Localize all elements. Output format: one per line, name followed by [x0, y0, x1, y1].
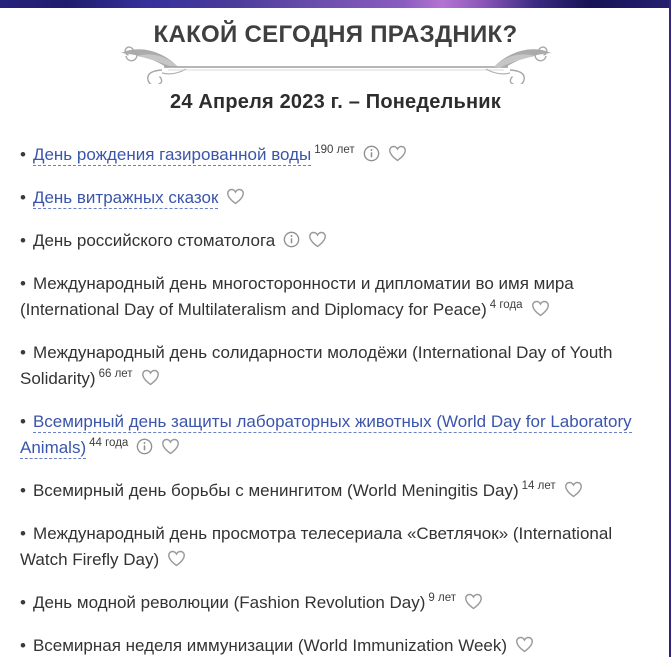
holiday-link[interactable]: Всемирный день защиты лабораторных животных (World Day for Laboratory Animals) [20, 412, 632, 457]
holiday-age: 14 лет [521, 480, 556, 493]
bullet-marker: • [20, 636, 26, 655]
info-icon[interactable] [136, 438, 153, 455]
holiday-age: 44 года [89, 437, 129, 450]
favorite-heart-icon[interactable] [141, 369, 160, 386]
bullet-marker: • [20, 593, 26, 612]
favorite-heart-icon[interactable] [308, 231, 327, 248]
holiday-item [20, 271, 645, 323]
holiday-link[interactable]: День рождения газированной воды [32, 145, 312, 164]
bullet-marker: • [20, 145, 26, 164]
holiday-item [20, 590, 645, 616]
favorite-heart-icon[interactable] [531, 300, 550, 317]
bullet-marker: • [20, 274, 26, 293]
bullet-marker: • [20, 524, 26, 543]
favorite-heart-icon[interactable] [167, 550, 186, 567]
bullet-marker: • [20, 412, 26, 431]
holiday-text: Международный день просмотра телесериала «Светлячок» (International Watch Firefly Day) [20, 524, 613, 569]
bullet-marker: • [20, 481, 26, 500]
ornament-divider [0, 46, 671, 84]
holiday-item [20, 633, 645, 657]
holiday-link[interactable]: День витражных сказок [32, 188, 219, 207]
favorite-heart-icon[interactable] [515, 636, 534, 653]
holiday-item [20, 340, 645, 392]
holiday-age: 9 лет [428, 592, 456, 605]
holiday-text: Международный день солидарности молодёжи (International Day of Youth Solidarity) [20, 343, 613, 388]
holiday-age: 4 года [489, 299, 523, 312]
holiday-text: День модной революции (Fashion Revolution Day) [32, 593, 426, 612]
date-heading: 24 Апреля 2023 г. – Понедельник [170, 91, 501, 113]
favorite-heart-icon[interactable] [226, 188, 245, 205]
info-icon[interactable] [363, 145, 380, 162]
favorite-heart-icon[interactable] [464, 593, 483, 610]
holiday-text: Всемирный день борьбы с менингитом (World Meningitis Day) [32, 481, 519, 500]
holiday-text: Всемирная неделя иммунизации (World Immunization Week) [32, 636, 508, 655]
holiday-item [20, 521, 645, 573]
holiday-item [20, 478, 645, 504]
info-icon[interactable] [283, 231, 300, 248]
holiday-age: 66 лет [98, 368, 133, 381]
holiday-item [20, 185, 645, 211]
holiday-age: 190 лет [314, 144, 355, 157]
favorite-heart-icon[interactable] [564, 481, 583, 498]
holiday-item [20, 228, 645, 254]
holiday-item [20, 409, 645, 461]
favorite-heart-icon[interactable] [388, 145, 407, 162]
holiday-item [20, 142, 645, 168]
floral-flourish-icon [116, 46, 556, 84]
holiday-page [0, 22, 671, 657]
bullet-marker: • [20, 188, 26, 207]
bullet-marker: • [20, 343, 26, 362]
holiday-text: Международный день многосторонности и дипломатии во имя мира (International Day of Multilateralism and Diplomacy for Peace) [20, 274, 574, 319]
holiday-text: День российского стоматолога [32, 231, 276, 250]
holiday-list [0, 142, 671, 657]
page-title: КАКОЙ СЕГОДНЯ ПРАЗДНИК? [153, 21, 518, 48]
bullet-marker: • [20, 231, 26, 250]
decorative-top-banner [0, 0, 671, 8]
favorite-heart-icon[interactable] [161, 438, 180, 455]
